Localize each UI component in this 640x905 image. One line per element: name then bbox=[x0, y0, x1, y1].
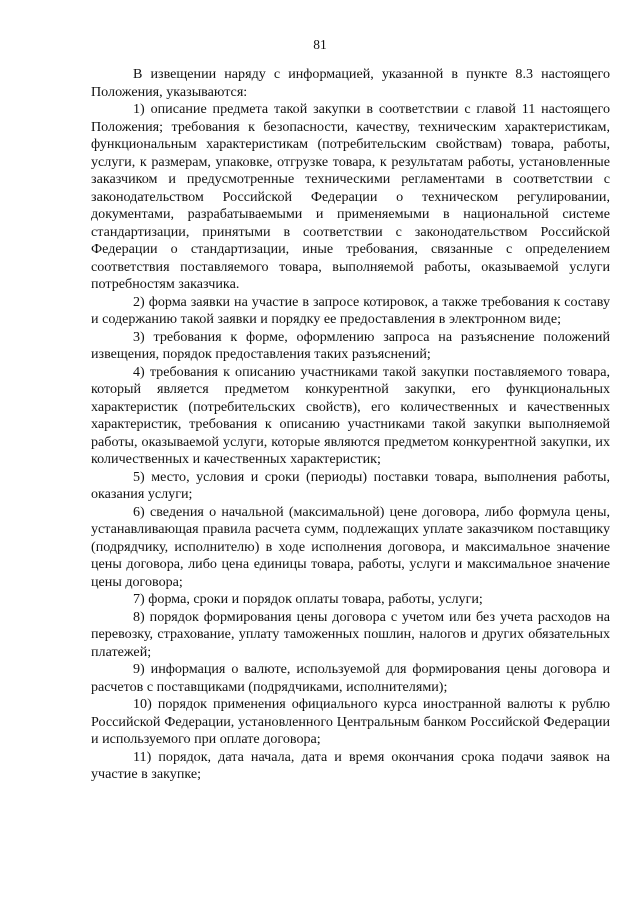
list-item-1: 1) описание предмета такой закупки в соответствии с главой 11 настоящего Положения; требования к безопасности, качеству, техническим характеристикам, функциональным характеристикам (потребительским свойствам) товара, работы, услуги, к размерам, упаковке, отгрузке товара, к результатам работы, установленные заказчиком и предусмотренные техническими регламентами в соответствии с законодательством Российской Федерации о техническом регулировании, документами, разрабатываемыми и применяемыми в национальной системе стандартизации, принятыми в соответствии с законодательством Российской Федерации о стандартизации, иные требования, связанные с определением соответствия поставляемого товара, выполняемой работы, оказываемой услуги потребностям заказчика. bbox=[91, 101, 610, 292]
list-item-11: 11) порядок, дата начала, дата и время окончания срока подачи заявок на участие в закупке; bbox=[91, 748, 610, 782]
list-item-6: 6) сведения о начальной (максимальной) цене договора, либо формула цены, устанавливающая правила расчета сумм, подлежащих уплате заказчиком поставщику (подрядчику, исполнителю) в ходе исполнения договора, и максимальное значение цены договора, либо цена единицы товара, работы, услуги и максимальное значение цены договора; bbox=[91, 503, 610, 590]
list-item-9: 9) информация о валюте, используемой для формирования цены договора и расчетов с поставщиками (подрядчиками, исполнителями); bbox=[91, 661, 610, 695]
intro-paragraph: В извещении наряду с информацией, указанной в пункте 8.3 настоящего Положения, указываются: bbox=[91, 66, 610, 100]
list-item-2: 2) форма заявки на участие в запросе котировок, а также требования к составу и содержанию такой заявки и порядку ее предоставления в электронном виде; bbox=[91, 293, 610, 327]
list-item-7: 7) форма, сроки и порядок оплаты товара, работы, услуги; bbox=[133, 591, 483, 607]
list-item-8: 8) порядок формирования цены договора с учетом или без учета расходов на перевозку, страхование, уплату таможенных пошлин, налогов и других обязательных платежей; bbox=[91, 608, 610, 660]
list-item-3: 3) требования к форме, оформлению запроса на разъяснение положений извещения, порядок предоставления таких разъяснений; bbox=[91, 328, 610, 362]
page-number: 81 bbox=[313, 37, 327, 52]
list-item-4: 4) требования к описанию участниками такой закупки поставляемого товара, который является предметом конкурентной закупки, его функциональных характеристик (потребительских свойств), его количественных и качественных характеристик, требования к описанию участниками такой закупки выполняемой работы, оказываемой услуги, которые являются предметом конкурентной закупки, их количественных и качественных характеристик; bbox=[91, 363, 610, 467]
list-item-5: 5) место, условия и сроки (периоды) поставки товара, выполнения работы, оказания услуги; bbox=[91, 468, 610, 502]
list-item-10: 10) порядок применения официального курса иностранной валюты к рублю Российской Федерации, установленного Центральным банком Российской Федерации и используемого при оплате договора; bbox=[91, 696, 610, 747]
document-body bbox=[91, 66, 610, 784]
